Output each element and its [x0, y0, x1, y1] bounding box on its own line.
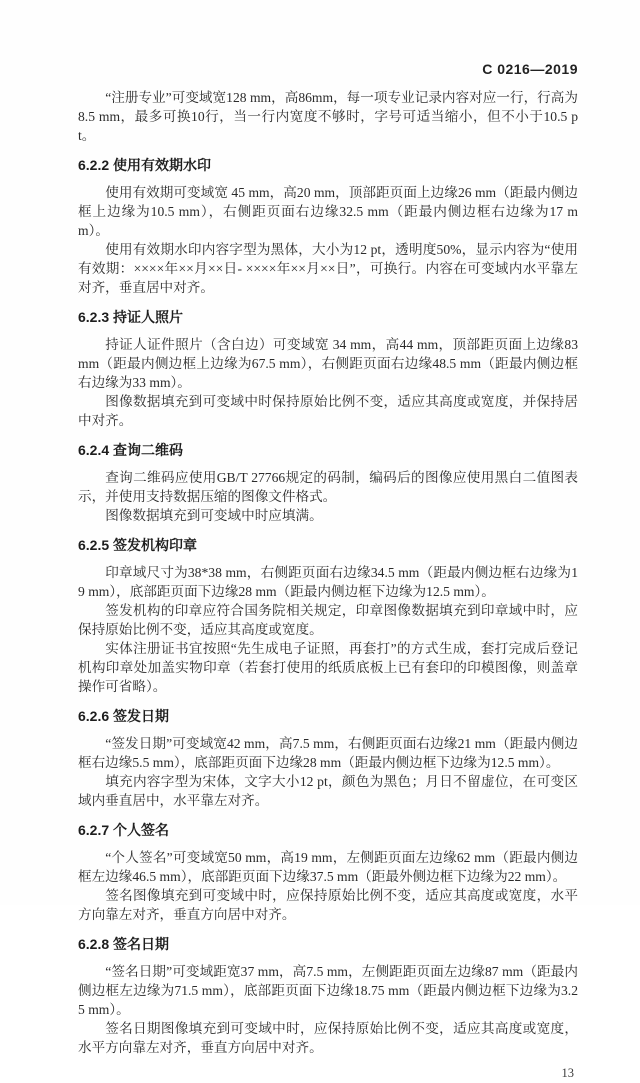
section-heading: 6.2.8 签名日期	[78, 936, 170, 952]
section-paragraph: 印章域尺寸为38*38 mm，右侧距页面右边缘34.5 mm（距最内侧边框右边缘为19 mm），底部距页面下边缘28 mm（距最内侧边框下边缘为12.5 mm）。	[78, 565, 578, 599]
section-6-2-8	[78, 935, 578, 1057]
section-paragraph: 签名图像填充到可变域中时，应保持原始比例不变，适应其高度或宽度，水平方向靠左对齐，垂直方向居中对齐。	[78, 888, 578, 922]
section-paragraph: 持证人证件照片（含白边）可变域宽 34 mm，高44 mm，顶部距页面上边缘83 mm（距最内侧边框上边缘为67.5 mm），右侧距页面右边缘48.5 mm（距最内侧边框右边缘为33 mm）。	[78, 337, 578, 390]
section-heading: 6.2.3 持证人照片	[78, 309, 184, 325]
section-paragraph: “签名日期”可变域距宽37 mm，高7.5 mm，左侧距距页面左边缘87 mm（距最内侧边框左边缘为71.5 mm），底部距页面下边缘18.75 mm（距最内侧边框下边缘为3.25 mm）。	[78, 964, 578, 1017]
section-paragraph: “个人签名”可变域宽50 mm，高19 mm，左侧距页面左边缘62 mm（距最内侧边框左边缘46.5 mm），底部距页面下边缘37.5 mm（距最外侧边框下边缘为22 mm）。	[78, 850, 578, 884]
doc-number-header: C 0216—2019	[482, 61, 578, 77]
section-6-2-4	[78, 441, 578, 525]
section-6-2-6	[78, 707, 578, 810]
section-paragraph: 实体注册证书宜按照“先生成电子证照，再套打”的方式生成，套打完成后登记机构印章处加盖实物印章（若套打使用的纸质底板上已有套印的印模图像，则盖章操作可省略）。	[78, 641, 578, 694]
section-paragraph: 使用有效期水印内容字型为黑体，大小为12 pt，透明度50%，显示内容为“使用有效期：××××年××月××日- ××××年××月××日”，可换行。内容在可变域内水平靠左对齐，垂直居中对齐。	[78, 242, 578, 295]
section-heading: 6.2.2 使用有效期水印	[78, 157, 212, 173]
section-6-2-7	[78, 821, 578, 924]
section-6-2-3	[78, 308, 578, 430]
page-number: 13	[561, 1066, 574, 1080]
section-paragraph: 使用有效期可变域宽 45 mm，高20 mm，顶部距页面上边缘26 mm（距最内侧边框上边缘为10.5 mm），右侧距页面右边缘32.5 mm（距最内侧边框右边缘为17 mm）。	[78, 185, 578, 238]
section-6-2-2	[78, 156, 578, 297]
section-heading: 6.2.5 签发机构印章	[78, 537, 198, 553]
section-paragraph: 图像数据填充到可变域中时保持原始比例不变，适应其高度或宽度，并保持居中对齐。	[78, 394, 578, 428]
section-heading: 6.2.7 个人签名	[78, 822, 170, 838]
section-heading: 6.2.4 查询二维码	[78, 442, 184, 458]
section-paragraph: 图像数据填充到可变域中时应填满。	[105, 508, 323, 523]
intro-paragraph: “注册专业”可变域宽128 mm，高86mm，每一项专业记录内容对应一行，行高为8.5 mm，最多可换10行，当一行内宽度不够时，字号可适当缩小，但不小于10.5 pt。	[78, 90, 578, 143]
section-paragraph: 签名日期图像填充到可变域中时，应保持原始比例不变，适应其高度或宽度，水平方向靠左对齐，垂直方向居中对齐。	[78, 1021, 578, 1055]
section-heading: 6.2.6 签发日期	[78, 708, 170, 724]
section-6-2-5	[78, 536, 578, 696]
section-paragraph: 签发机构的印章应符合国务院相关规定，印章图像数据填充到印章域中时，应保持原始比例不变，适应其高度或宽度。	[78, 603, 578, 637]
section-paragraph: 填充内容字型为宋体，文字大小12 pt，颜色为黑色；月日不留虚位，在可变区域内垂直居中，水平靠左对齐。	[78, 774, 578, 808]
section-paragraph: 查询二维码应使用GB/T 27766规定的码制，编码后的图像应使用黑白二值图表示，并使用支持数据压缩的图像文件格式。	[78, 470, 578, 504]
section-paragraph: “签发日期”可变域宽42 mm，高7.5 mm，右侧距页面右边缘21 mm（距最内侧边框右边缘5.5 mm），底部距页面下边缘28 mm（距最内侧边框下边缘为12.5 mm）。	[78, 736, 578, 770]
